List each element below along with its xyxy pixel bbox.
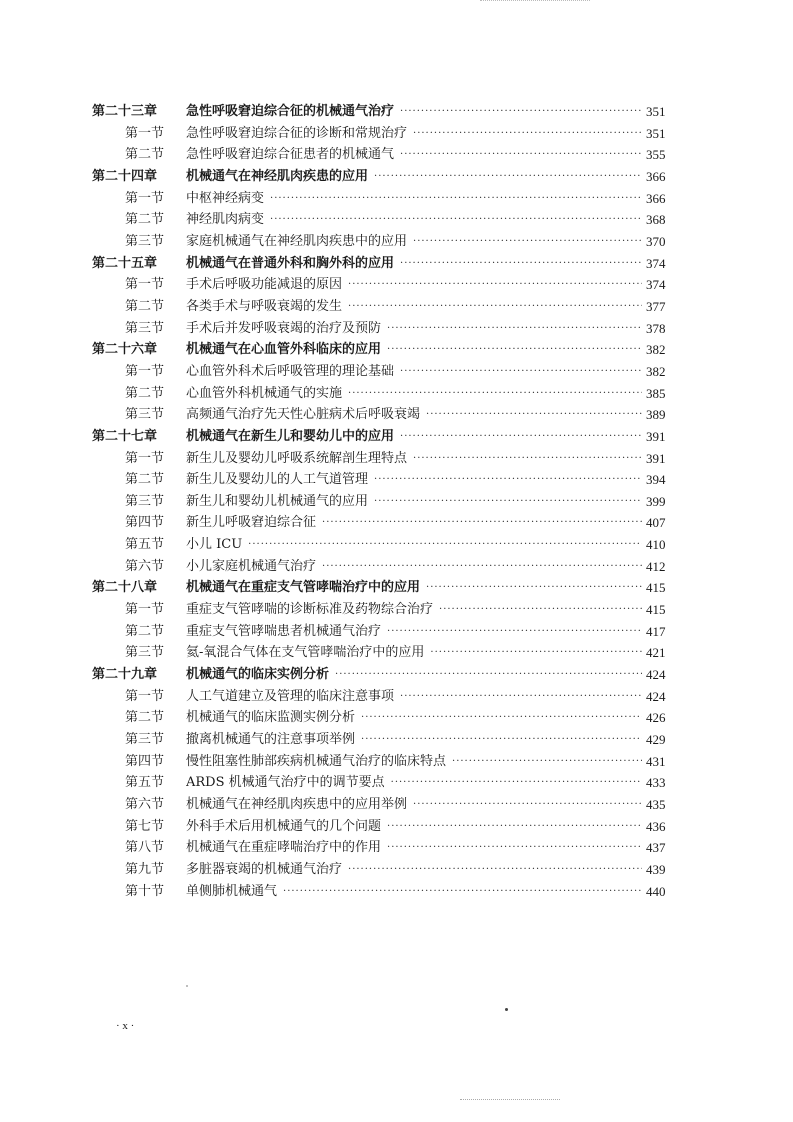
page-ref: 385 [646,385,666,401]
title-with-leader [186,144,642,166]
dot-leader [374,491,642,513]
title-with-leader [186,577,642,599]
header-scan-artifact [480,0,590,5]
page-ref: 366 [646,168,666,184]
page-ref: 382 [646,363,666,379]
title-with-leader [186,772,642,794]
section-label: 第六节 [125,558,165,574]
toc-section-row[interactable] [0,751,793,773]
chapter-label: 第二十四章 [92,168,158,184]
dot-leader [348,296,642,318]
title-with-leader [186,512,642,534]
title-with-leader [186,404,642,426]
toc-section-row[interactable] [0,274,793,296]
page-ref: 424 [646,688,666,704]
dot-leader [426,577,642,599]
toc-chapter-row[interactable] [0,577,793,599]
title-with-leader [186,556,642,578]
page-ref: 351 [646,104,666,119]
section-label: 第四节 [125,515,165,531]
section-title: 重症支气管哮喘的诊断标准及药物综合治疗 [186,602,434,618]
dot-leader [426,404,642,426]
section-title: 新生儿及婴幼儿呼吸系统解剖生理特点 [186,450,408,466]
dot-leader [413,794,642,816]
toc-section-row[interactable] [0,404,793,426]
title-with-leader [186,621,642,643]
chapter-title: 急性呼吸窘迫综合征的机械通气治疗 [186,104,395,119]
section-title: 多脏器衰竭的机械通气治疗 [186,861,343,877]
dot-leader [374,166,642,188]
chapter-title: 机械通气在重症支气管哮喘治疗中的应用 [186,580,421,596]
dot-leader [374,469,642,491]
dot-leader [400,361,642,383]
section-title: 氦-氧混合气体在支气管哮喘治疗中的应用 [186,645,425,661]
dot-leader [387,318,642,340]
page-ref: 394 [646,472,666,488]
title-with-leader [186,816,642,838]
section-title: 手术后并发呼吸衰竭的治疗及预防 [186,320,382,336]
toc-section-row[interactable] [0,621,793,643]
title-with-leader [186,361,642,383]
title-with-leader [186,188,642,210]
title-with-leader [186,642,642,664]
dot-leader [413,123,642,145]
section-title: 新生儿及婴幼儿的人工气道管理 [186,472,369,488]
dot-leader [361,729,642,751]
section-label: 第一节 [125,450,165,466]
page-ref: 417 [646,623,666,639]
title-with-leader [186,166,642,188]
chapter-title: 机械通气的临床实例分析 [186,667,330,683]
title-with-leader [186,383,642,405]
toc-section-row[interactable] [0,469,793,491]
section-label: 第二节 [125,147,165,163]
title-with-leader [186,491,642,513]
footer-scan-artifact [460,1099,560,1103]
toc-section-row[interactable] [0,123,793,145]
dot-leader [439,599,642,621]
page-ref: 382 [646,342,666,358]
section-label: 第三节 [125,732,165,748]
dot-leader [361,707,642,729]
page-number: · x · [116,1020,135,1032]
section-title: 小儿 ICU [186,537,243,553]
dot-leader [400,253,642,275]
page-ref: 429 [646,732,666,748]
page-ref: 391 [646,450,666,466]
section-label: 第二节 [125,472,165,488]
page-ref: 355 [646,147,666,163]
section-label: 第二节 [125,385,165,401]
section-label: 第五节 [125,775,165,791]
toc-section-row[interactable] [0,188,793,210]
section-label: 第二节 [125,623,165,639]
section-title: 机械通气的临床监测实例分析 [186,710,356,726]
chapter-label: 第二十五章 [92,255,158,271]
toc-section-row[interactable] [0,772,793,794]
page-ref: 439 [646,861,666,877]
chapter-label: 第二十六章 [92,342,158,358]
title-with-leader [186,123,642,145]
chapter-label: 第二十八章 [92,580,158,596]
section-title: 急性呼吸窘迫综合征患者的机械通气 [186,147,395,163]
title-with-leader [186,751,642,773]
toc-chapter-row[interactable] [0,664,793,686]
section-title: 机械通气在重症哮喘治疗中的作用 [186,840,382,856]
title-with-leader [186,837,642,859]
toc-section-row[interactable] [0,534,793,556]
section-label: 第一节 [125,363,165,379]
section-label: 第一节 [125,190,165,206]
section-label: 第一节 [125,125,165,141]
page-ref: 389 [646,407,666,423]
dot-leader [413,448,642,470]
page-ref: 431 [646,753,666,769]
section-title: 家庭机械通气在神经肌肉疾患中的应用 [186,233,408,249]
toc-chapter-row[interactable] [0,253,793,275]
chapter-title: 机械通气在普通外科和胸外科的应用 [186,255,395,271]
section-label: 第一节 [125,688,165,704]
section-label: 第七节 [125,818,165,834]
title-with-leader [186,534,642,556]
dot-leader [248,534,642,556]
title-with-leader [186,881,642,903]
toc-section-row[interactable] [0,859,793,881]
section-label: 第八节 [125,840,165,856]
section-label: 第九节 [125,861,165,877]
toc-section-row[interactable] [0,794,793,816]
section-title: 新生儿呼吸窘迫综合征 [186,515,317,531]
toc-chapter-row[interactable] [0,426,793,448]
section-label: 第一节 [125,277,165,293]
page-ref: 351 [646,125,666,141]
table-of-contents [0,101,793,902]
dot-leader [400,101,642,123]
page-ref: 391 [646,428,666,444]
page-ref: 415 [646,602,666,618]
dot-leader [335,664,642,686]
toc-section-row[interactable] [0,729,793,751]
dot-leader [452,751,642,773]
page-ref: 440 [646,883,666,899]
page-ref: 412 [646,558,666,574]
page-ref: 374 [646,255,666,271]
dot-leader [387,837,642,859]
toc-chapter-row[interactable] [0,101,793,123]
toc-section-row[interactable] [0,599,793,621]
chapter-title: 机械通气在心血管外科临床的应用 [186,342,382,358]
section-label: 第三节 [125,407,165,423]
dot-leader [270,209,642,231]
section-title: 心血管外科术后呼吸管理的理论基础 [186,363,395,379]
toc-section-row[interactable] [0,361,793,383]
page-ref: 370 [646,233,666,249]
section-title: 手术后呼吸功能减退的原因 [186,277,343,293]
toc-section-row[interactable] [0,144,793,166]
toc-section-row[interactable] [0,448,793,470]
dot-leader [387,339,642,361]
section-title: 新生儿和婴幼儿机械通气的应用 [186,493,369,509]
toc-section-row[interactable] [0,837,793,859]
section-title: 外科手术后用机械通气的几个问题 [186,818,382,834]
page-ref: 421 [646,645,666,661]
page-ref: 426 [646,710,666,726]
title-with-leader [186,686,642,708]
section-title: ARDS 机械通气治疗中的调节要点 [186,775,385,791]
dot-leader [391,772,642,794]
dot-leader [283,881,642,903]
title-with-leader [186,469,642,491]
section-title: 小儿家庭机械通气治疗 [186,558,317,574]
toc-section-row[interactable] [0,512,793,534]
toc-section-row[interactable] [0,556,793,578]
page-ref: 377 [646,298,666,314]
section-title: 慢性阻塞性肺部疾病机械通气治疗的临床特点 [186,753,447,769]
section-title: 心血管外科机械通气的实施 [186,385,343,401]
dot-leader [400,686,642,708]
title-with-leader [186,253,642,275]
title-with-leader [186,794,642,816]
section-title: 机械通气在神经肌肉疾患中的应用举例 [186,797,408,812]
page-ref: 424 [646,667,666,683]
dot-leader [387,621,642,643]
dot-leader [430,642,642,664]
section-title: 单侧肺机械通气 [186,883,278,899]
section-label: 第六节 [125,797,165,812]
dot-leader [413,231,642,253]
section-label: 第二节 [125,710,165,726]
chapter-title: 机械通气在新生儿和婴幼儿中的应用 [186,428,395,444]
toc-section-row[interactable] [0,881,793,903]
toc-section-row[interactable] [0,209,793,231]
page-ref: 433 [646,775,666,791]
toc-section-row[interactable] [0,642,793,664]
section-label: 第十节 [125,883,165,899]
section-label: 第三节 [125,320,165,336]
page-ref: 436 [646,818,666,834]
section-title: 撤离机械通气的注意事项举例 [186,732,356,748]
page-ref: 399 [646,493,666,509]
page-ref: 374 [646,277,666,293]
toc-chapter-row[interactable] [0,166,793,188]
title-with-leader [186,729,642,751]
title-with-leader [186,448,642,470]
section-label: 第一节 [125,602,165,618]
title-with-leader [186,707,642,729]
dot-leader [270,188,642,210]
title-with-leader [186,209,642,231]
dot-leader [387,816,642,838]
section-title: 神经肌肉病变 [186,212,265,228]
section-label: 第二节 [125,212,165,228]
page-ref: 437 [646,840,666,856]
page-ref: 415 [646,580,666,596]
dot-leader [348,274,642,296]
dot-leader [348,383,642,405]
title-with-leader [186,599,642,621]
section-title: 中枢神经病变 [186,190,265,206]
toc-section-row[interactable] [0,383,793,405]
title-with-leader [186,426,642,448]
title-with-leader [186,318,642,340]
page-ref: 368 [646,212,666,228]
toc-section-row[interactable] [0,296,793,318]
section-title: 各类手术与呼吸衰竭的发生 [186,298,343,314]
title-with-leader [186,664,642,686]
dot-leader [400,144,642,166]
title-with-leader [186,274,642,296]
section-label: 第二节 [125,298,165,314]
toc-section-row[interactable] [0,686,793,708]
page-ref: 407 [646,515,666,531]
dot-leader [348,859,642,881]
scan-speck [186,985,188,987]
title-with-leader [186,231,642,253]
page-ref: 435 [646,797,666,812]
toc-section-row[interactable] [0,707,793,729]
section-label: 第三节 [125,493,165,509]
chapter-label: 第二十三章 [92,104,158,119]
title-with-leader [186,339,642,361]
title-with-leader [186,296,642,318]
toc-section-row[interactable] [0,816,793,838]
dot-leader [322,556,642,578]
toc-chapter-row[interactable] [0,339,793,361]
toc-section-row[interactable] [0,231,793,253]
section-title: 人工气道建立及管理的临床注意事项 [186,688,395,704]
page-ref: 378 [646,320,666,336]
chapter-label: 第二十九章 [92,667,158,683]
title-with-leader [186,101,642,123]
section-label: 第五节 [125,537,165,553]
section-title: 高频通气治疗先天性心脏病术后呼吸衰竭 [186,407,421,423]
chapter-title: 机械通气在神经肌肉疾患的应用 [186,168,369,184]
title-with-leader [186,859,642,881]
page-ref: 410 [646,537,666,553]
page-ref: 366 [646,190,666,206]
section-title: 急性呼吸窘迫综合征的诊断和常规治疗 [186,125,408,141]
section-label: 第三节 [125,233,165,249]
chapter-label: 第二十七章 [92,428,158,444]
section-title: 重症支气管哮喘患者机械通气治疗 [186,623,382,639]
section-label: 第四节 [125,753,165,769]
dot-leader [322,512,642,534]
scan-speck [505,1008,508,1011]
section-label: 第三节 [125,645,165,661]
toc-section-row[interactable] [0,318,793,340]
dot-leader [400,426,642,448]
toc-section-row[interactable] [0,491,793,513]
